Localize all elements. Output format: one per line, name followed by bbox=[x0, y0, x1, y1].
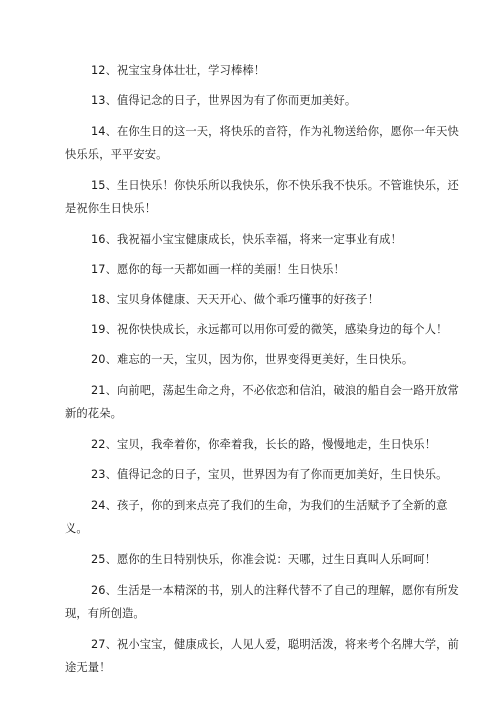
item-19-line-1: 19、祝你快快成长，永远都可以用你可爱的微笑，感染身边的每个人！ bbox=[91, 323, 448, 336]
item-18-line-1: 18、宝贝身体健康、天天开心、做个乖巧懂事的好孩子！ bbox=[91, 293, 380, 306]
item-21-line-2: 新的花朵。 bbox=[65, 407, 122, 420]
item-23-line-1: 23、值得记念的日子，宝贝，世界因为有了你而更加美好，生日快乐。 bbox=[91, 468, 448, 481]
item-13-line-1: 13、值得记念的日子，世界因为有了你而更加美好。 bbox=[91, 94, 357, 107]
item-26-line-1: 26、生活是一本精深的书，别人的注释代替不了自己的理解，愿你有所发 bbox=[91, 584, 459, 597]
item-16-line-1: 16、我祝福小宝宝健康成长，快乐幸福，将来一定事业有成！ bbox=[91, 233, 402, 246]
item-20-line-1: 20、难忘的一天，宝贝，因为你，世界变得更美好，生日快乐。 bbox=[91, 353, 414, 366]
item-27-line-2: 途无量！ bbox=[65, 661, 111, 674]
item-14-line-1: 14、在你生日的这一天，将快乐的音符，作为礼物送给你，愿你一年天快 bbox=[91, 125, 459, 138]
item-21-line-1: 21、向前吧，荡起生命之舟，不必依恋和信泊，破浪的船自会一路开放常 bbox=[91, 384, 459, 397]
item-15-line-2: 是祝你生日快乐！ bbox=[65, 202, 157, 215]
item-27-line-1: 27、祝小宝宝，健康成长，人见人爱，聪明活泼，将来考个名牌大学，前 bbox=[91, 638, 459, 651]
item-17-line-1: 17、愿你的每一天都如画一样的美丽！生日快乐！ bbox=[91, 263, 345, 276]
item-24-line-2: 义。 bbox=[65, 522, 88, 535]
item-15-line-1: 15、生日快乐！你快乐所以我快乐，你不快乐我不快乐。不管谁快乐，还 bbox=[91, 179, 459, 192]
item-22-line-1: 22、宝贝，我牵着你，你牵着我，长长的路，慢慢地走，生日快乐！ bbox=[91, 438, 437, 451]
item-12-line-1: 12、祝宝宝身体壮壮，学习棒棒！ bbox=[91, 64, 266, 77]
item-26-line-2: 现，有所创造。 bbox=[65, 607, 145, 620]
item-14-line-2: 快乐乐，平平安安。 bbox=[65, 148, 168, 161]
item-24-line-1: 24、孩子，你的到来点亮了我们的生命，为我们的生活赋予了全新的意 bbox=[91, 499, 448, 512]
item-25-line-1: 25、愿你的生日特别快乐，你准会说：天哪，过生日真叫人乐呵呵！ bbox=[91, 553, 437, 566]
